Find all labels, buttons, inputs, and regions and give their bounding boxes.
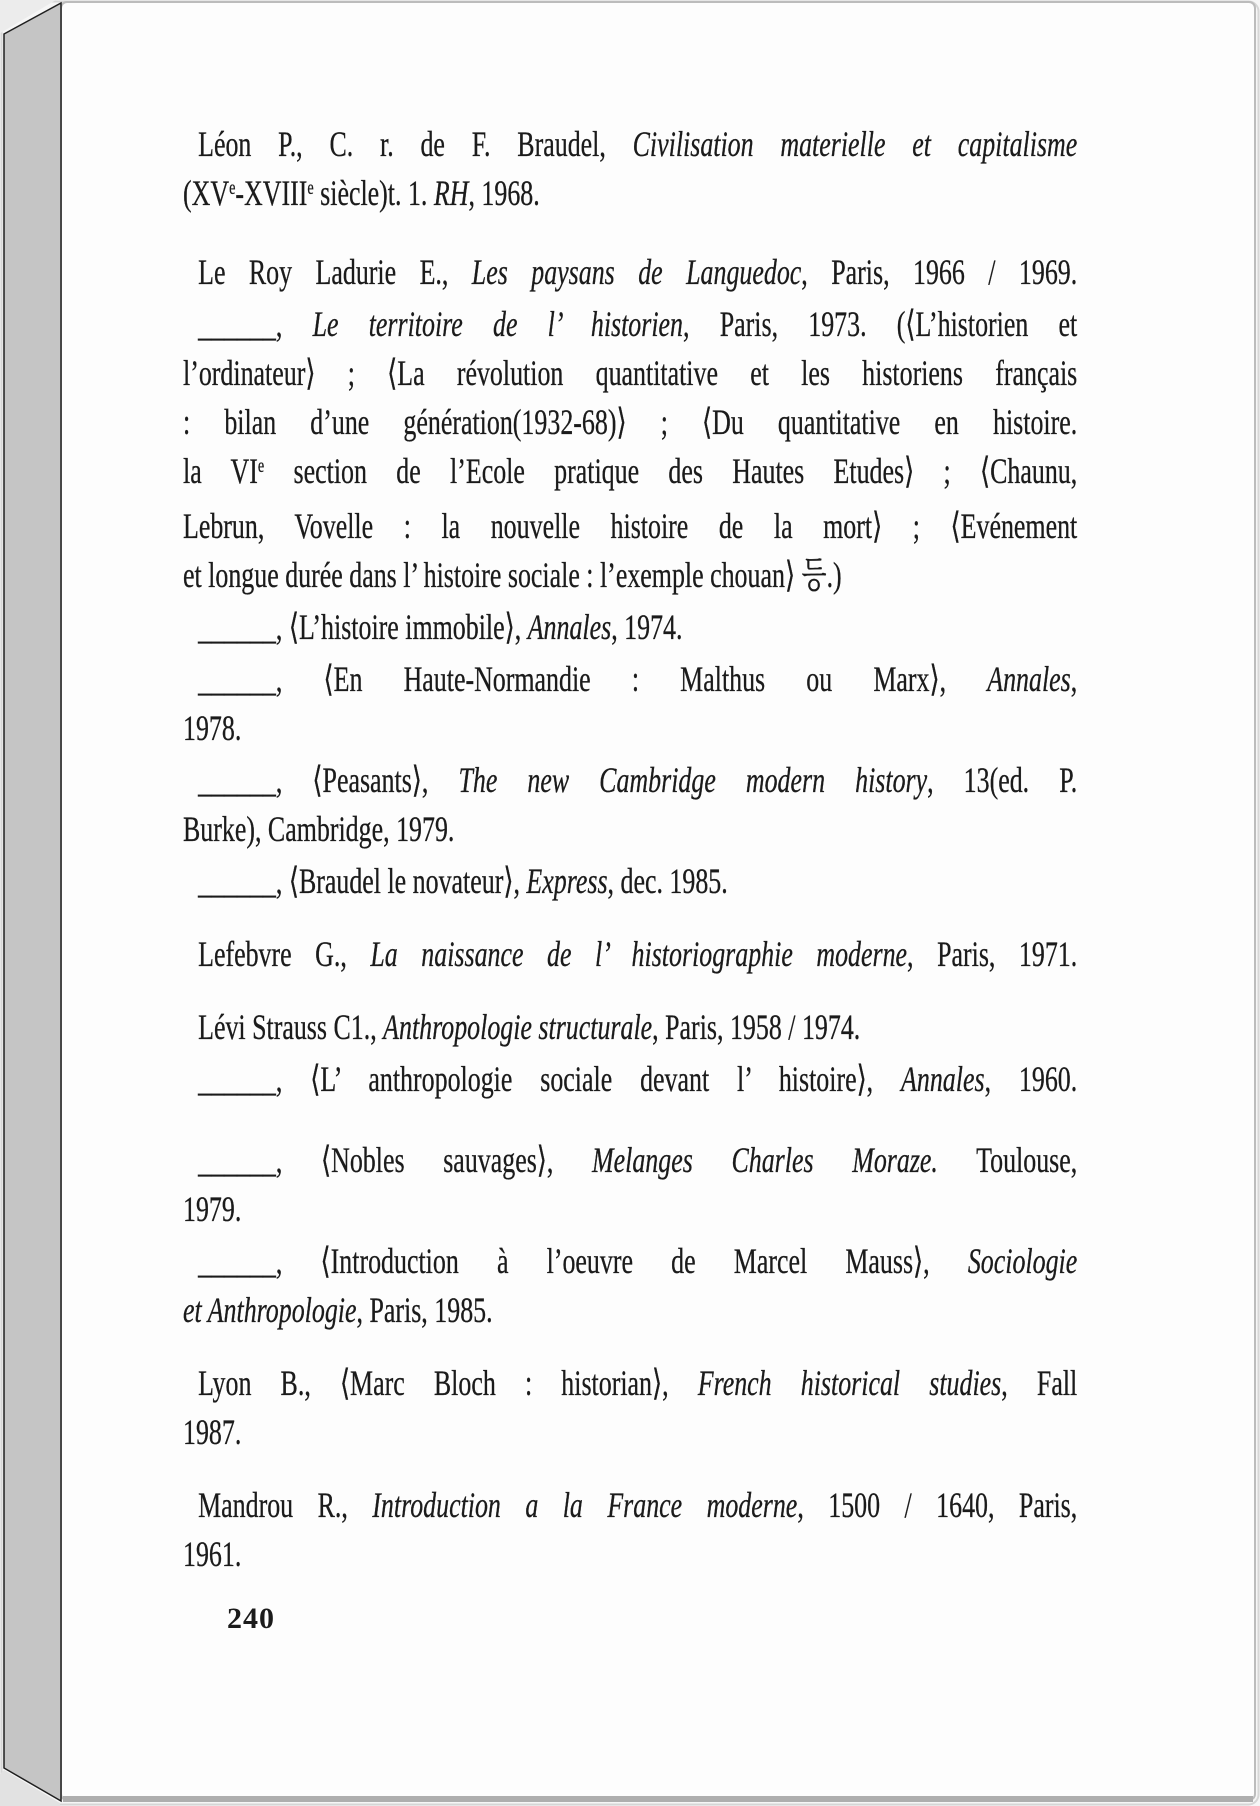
text-segment: ______, ⟨Peasants⟩,: [198, 760, 459, 800]
text-segment: Introduction a la France moderne: [372, 1485, 798, 1525]
text-segment: Sociologie: [967, 1241, 1078, 1281]
bibliography-entry: [183, 1055, 1077, 1104]
text-segment: French historical studies: [697, 1363, 1002, 1403]
text-segment: -XVIII: [235, 173, 308, 213]
bib-line: [183, 248, 1077, 297]
text-segment: , Fall: [1001, 1363, 1078, 1403]
text-segment: Annales: [527, 607, 612, 647]
bib-line: [183, 1055, 1077, 1104]
text-segment: (XV: [183, 173, 230, 213]
text-segment: ______, ⟨L’ anthropologie sociale devant l’ histoire⟩,: [198, 1059, 902, 1099]
text-segment: , 1960.: [984, 1059, 1078, 1099]
bib-line: [183, 857, 1077, 906]
bib-line: [183, 1003, 1077, 1052]
text-segment: : bilan d’une génération(1932-68)⟩ ; ⟨Du quantitative en histoire.: [183, 402, 1078, 442]
bib-line: [183, 349, 1077, 398]
text-segment: , Paris, 1966 / 1969.: [801, 252, 1078, 292]
text-segment: , 13(ed. P.: [927, 760, 1078, 800]
text-segment: ______,: [198, 304, 313, 344]
text-segment: Annales: [901, 1059, 985, 1099]
text-segment: et Anthropologie: [183, 1290, 357, 1330]
text-segment: La naissance de l’ historiographie moderne: [370, 934, 908, 974]
text-segment: ______, ⟨Braudel le novateur⟩,: [198, 861, 527, 901]
bib-line: [183, 1185, 1077, 1234]
text-segment: , Paris, 1971.: [907, 934, 1078, 974]
text-segment: , 1968.: [468, 173, 540, 213]
text-segment: The new Cambridge modern history: [458, 760, 928, 800]
text-segment: RH: [433, 173, 469, 213]
text-segment: ______, ⟨En Haute-Normandie : Malthus ou Marx⟩,: [198, 659, 988, 699]
page-bottom-edge: [63, 1796, 1253, 1802]
text-segment: e: [229, 177, 236, 200]
bib-line: [183, 300, 1077, 349]
page-number: 240: [227, 1602, 275, 1635]
text-segment: , 1974.: [611, 607, 683, 647]
bibliography-entry: [183, 1359, 1077, 1457]
text-segment: Mandrou R.,: [198, 1485, 373, 1525]
bibliography-entry: [183, 300, 1077, 600]
bib-line: [183, 551, 1077, 600]
text-segment: Lefebvre G.,: [198, 934, 371, 974]
text-segment: Anthropologie structurale: [383, 1007, 653, 1047]
text-segment: et longue durée dans l’ histoire sociale : l’exemple chouan⟩ 등.): [183, 555, 842, 595]
text-segment: ______, ⟨Nobles sauvages⟩,: [198, 1140, 593, 1180]
text-segment: , Paris, 1958 / 1974.: [652, 1007, 861, 1047]
bib-line: [183, 756, 1077, 805]
bibliography-entry: [183, 248, 1077, 297]
text-segment: Les paysans de Languedoc: [471, 252, 802, 292]
text-segment: 1979.: [183, 1189, 242, 1229]
text-segment: l’ordinateur⟩ ; ⟨La révolution quantitative et les historiens français: [183, 353, 1078, 393]
text-segment: la VI: [183, 451, 258, 491]
bib-line: [183, 1530, 1077, 1579]
bibliography-entry: [183, 120, 1077, 224]
text-segment: ______, ⟨Introduction à l’oeuvre de Marcel Mauss⟩,: [198, 1241, 968, 1281]
text-segment: siècle)t. 1.: [313, 173, 434, 213]
bib-line: [183, 930, 1077, 979]
bibliography-entry: [183, 1237, 1077, 1335]
bibliography-entry: [183, 857, 1077, 906]
bib-line: [183, 1286, 1077, 1335]
text-segment: Léon P., C. r. de F. Braudel,: [198, 124, 633, 164]
text-segment: Le Roy Ladurie E.,: [198, 252, 472, 292]
text-segment: ______, ⟨L’histoire immobile⟩,: [198, 607, 528, 647]
text-segment: Civilisation materielle et capitalisme: [632, 124, 1078, 164]
text-segment: Express: [526, 861, 608, 901]
text-segment: , dec. 1985.: [607, 861, 728, 901]
text-segment: 1987.: [183, 1412, 242, 1452]
text-segment: 1961.: [183, 1534, 242, 1574]
text-segment: e: [257, 455, 265, 478]
bib-line: [183, 502, 1077, 551]
bib-line: [183, 1408, 1077, 1457]
bibliography: [183, 120, 1077, 1579]
bibliography-entry: [183, 603, 1077, 652]
text-segment: Lyon B., ⟨Marc Bloch : historian⟩,: [198, 1363, 698, 1403]
text-segment: Lévi Strauss C1.,: [198, 1007, 384, 1047]
bib-line: [183, 1237, 1077, 1286]
bib-line: [183, 120, 1077, 169]
bib-line: [183, 1359, 1077, 1408]
text-segment: 1978.: [183, 708, 242, 748]
bibliography-entry: [183, 1136, 1077, 1234]
text-segment: , 1500 / 1640, Paris,: [797, 1485, 1078, 1525]
text-segment: Burke), Cambridge, 1979.: [183, 809, 455, 849]
text-segment: e: [307, 177, 314, 200]
bibliography-entry: [183, 1003, 1077, 1052]
bib-line: [183, 398, 1077, 447]
bib-line: [183, 603, 1077, 652]
bibliography-entry: [183, 1481, 1077, 1579]
text-segment: Annales: [987, 659, 1071, 699]
bibliography-entry: [183, 655, 1077, 753]
bib-line: [183, 1136, 1077, 1185]
text-segment: , Paris, 1985.: [356, 1290, 493, 1330]
text-segment: ,: [1070, 659, 1078, 699]
text-segment: Melanges Charles Moraze.: [592, 1140, 938, 1180]
bib-line: [183, 704, 1077, 753]
bibliography-entry: [183, 930, 1077, 979]
bib-line: [183, 655, 1077, 704]
text-segment: Lebrun, Vovelle : la nouvelle histoire de la mort⟩ ; ⟨Evénement: [183, 506, 1078, 546]
bib-line: [183, 447, 1077, 502]
bib-line: [183, 1481, 1077, 1530]
text-segment: Toulouse,: [937, 1140, 1078, 1180]
bib-line: [183, 169, 1077, 224]
page-left-edge: [4, 3, 61, 1801]
text-segment: Le territoire de l’ historien: [312, 304, 684, 344]
text-segment: , Paris, 1973. (⟨L’historien et: [683, 304, 1078, 344]
text-segment: section de l’Ecole pratique des Hautes Etudes⟩ ; ⟨Chaunu,: [264, 451, 1078, 491]
bib-line: [183, 805, 1077, 854]
bibliography-entry: [183, 756, 1077, 854]
